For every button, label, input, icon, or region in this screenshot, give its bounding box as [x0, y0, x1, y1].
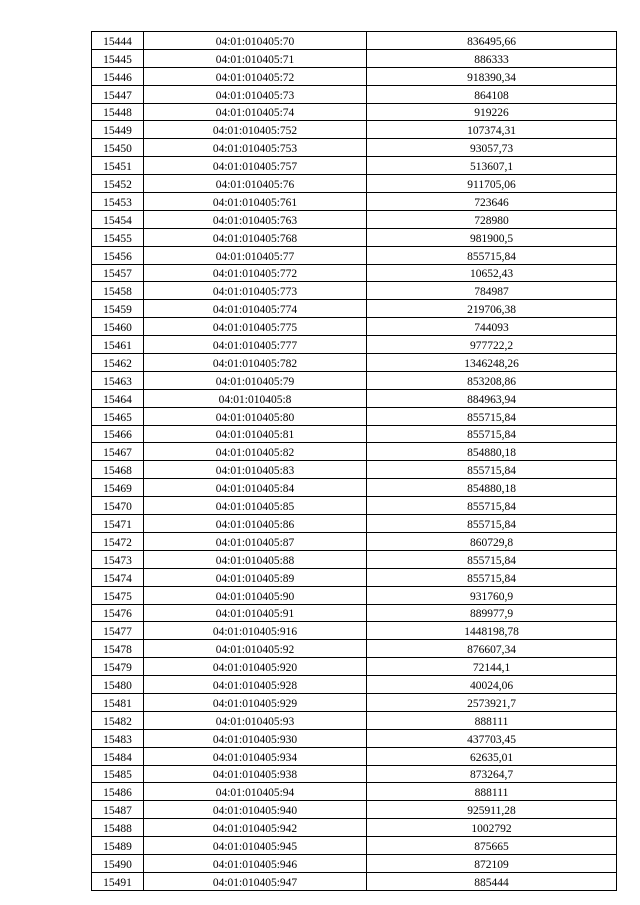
row-number-cell: 15452	[92, 175, 144, 193]
cadastral-number-cell: 04:01:010405:72	[144, 67, 367, 85]
cadastral-number-cell: 04:01:010405:757	[144, 157, 367, 175]
row-number-cell: 15487	[92, 801, 144, 819]
cadastral-number-cell: 04:01:010405:86	[144, 515, 367, 533]
row-number-cell: 15454	[92, 210, 144, 228]
value-cell: 873264,7	[367, 765, 617, 783]
cadastral-number-cell: 04:01:010405:88	[144, 550, 367, 568]
table-row	[92, 443, 617, 461]
table-row	[92, 747, 617, 765]
cadastral-number-cell: 04:01:010405:761	[144, 193, 367, 211]
cadastral-number-cell: 04:01:010405:85	[144, 497, 367, 515]
table-row	[92, 515, 617, 533]
value-cell: 855715,84	[367, 515, 617, 533]
table-row	[92, 49, 617, 67]
value-cell: 855715,84	[367, 246, 617, 264]
table-row	[92, 479, 617, 497]
table-row	[92, 407, 617, 425]
table-row	[92, 210, 617, 228]
cadastral-number-cell: 04:01:010405:930	[144, 729, 367, 747]
table-row	[92, 32, 617, 50]
value-cell: 855715,84	[367, 550, 617, 568]
value-cell: 860729,8	[367, 532, 617, 550]
table-row	[92, 872, 617, 890]
table-row	[92, 837, 617, 855]
table-row	[92, 532, 617, 550]
cadastral-number-cell: 04:01:010405:920	[144, 658, 367, 676]
table-row	[92, 175, 617, 193]
row-number-cell: 15484	[92, 747, 144, 765]
row-number-cell: 15465	[92, 407, 144, 425]
value-cell: 977722,2	[367, 336, 617, 354]
table-row	[92, 729, 617, 747]
cadastral-number-cell: 04:01:010405:81	[144, 425, 367, 443]
row-number-cell: 15481	[92, 693, 144, 711]
cadastral-number-cell: 04:01:010405:73	[144, 85, 367, 103]
table-row	[92, 103, 617, 121]
row-number-cell: 15460	[92, 318, 144, 336]
row-number-cell: 15467	[92, 443, 144, 461]
table-row	[92, 336, 617, 354]
value-cell: 925911,28	[367, 801, 617, 819]
cadastral-number-cell: 04:01:010405:752	[144, 121, 367, 139]
table-row	[92, 121, 617, 139]
value-cell: 10652,43	[367, 264, 617, 282]
cadastral-number-cell: 04:01:010405:929	[144, 693, 367, 711]
row-number-cell: 15457	[92, 264, 144, 282]
row-number-cell: 15466	[92, 425, 144, 443]
row-number-cell: 15483	[92, 729, 144, 747]
table-row	[92, 461, 617, 479]
cadastral-number-cell: 04:01:010405:947	[144, 872, 367, 890]
row-number-cell: 15490	[92, 854, 144, 872]
value-cell: 919226	[367, 103, 617, 121]
value-cell: 836495,66	[367, 32, 617, 50]
value-cell: 855715,84	[367, 568, 617, 586]
table-row	[92, 246, 617, 264]
value-cell: 864108	[367, 85, 617, 103]
row-number-cell: 15469	[92, 479, 144, 497]
cadastral-number-cell: 04:01:010405:79	[144, 371, 367, 389]
cadastral-number-cell: 04:01:010405:916	[144, 622, 367, 640]
table-row	[92, 264, 617, 282]
cadastral-number-cell: 04:01:010405:775	[144, 318, 367, 336]
table-row	[92, 425, 617, 443]
row-number-cell: 15474	[92, 568, 144, 586]
value-cell: 437703,45	[367, 729, 617, 747]
cadastral-number-cell: 04:01:010405:773	[144, 282, 367, 300]
value-cell: 1002792	[367, 819, 617, 837]
table-row	[92, 139, 617, 157]
row-number-cell: 15485	[92, 765, 144, 783]
row-number-cell: 15482	[92, 711, 144, 729]
row-number-cell: 15480	[92, 676, 144, 694]
cadastral-number-cell: 04:01:010405:92	[144, 640, 367, 658]
table-row	[92, 550, 617, 568]
table-row	[92, 854, 617, 872]
row-number-cell: 15445	[92, 49, 144, 67]
row-number-cell: 15476	[92, 604, 144, 622]
row-number-cell: 15478	[92, 640, 144, 658]
value-cell: 853208,86	[367, 371, 617, 389]
table-row	[92, 389, 617, 407]
table-row	[92, 193, 617, 211]
cadastral-number-cell: 04:01:010405:777	[144, 336, 367, 354]
table-row	[92, 354, 617, 372]
cadastral-number-cell: 04:01:010405:91	[144, 604, 367, 622]
value-cell: 875665	[367, 837, 617, 855]
value-cell: 784987	[367, 282, 617, 300]
row-number-cell: 15459	[92, 300, 144, 318]
row-number-cell: 15489	[92, 837, 144, 855]
value-cell: 876607,34	[367, 640, 617, 658]
table-row	[92, 693, 617, 711]
row-number-cell: 15486	[92, 783, 144, 801]
cadastral-value-table	[91, 31, 617, 891]
row-number-cell: 15461	[92, 336, 144, 354]
table-row	[92, 568, 617, 586]
value-cell: 93057,73	[367, 139, 617, 157]
value-cell: 872109	[367, 854, 617, 872]
row-number-cell: 15447	[92, 85, 144, 103]
value-cell: 855715,84	[367, 461, 617, 479]
value-cell: 855715,84	[367, 407, 617, 425]
row-number-cell: 15446	[92, 67, 144, 85]
row-number-cell: 15488	[92, 819, 144, 837]
row-number-cell: 15455	[92, 228, 144, 246]
table-row	[92, 586, 617, 604]
table-row	[92, 765, 617, 783]
row-number-cell: 15448	[92, 103, 144, 121]
value-cell: 219706,38	[367, 300, 617, 318]
value-cell: 1448198,78	[367, 622, 617, 640]
table-row	[92, 783, 617, 801]
cadastral-number-cell: 04:01:010405:938	[144, 765, 367, 783]
table-row	[92, 658, 617, 676]
value-cell: 744093	[367, 318, 617, 336]
table-row	[92, 85, 617, 103]
cadastral-number-cell: 04:01:010405:763	[144, 210, 367, 228]
value-cell: 1346248,26	[367, 354, 617, 372]
value-cell: 885444	[367, 872, 617, 890]
table-row	[92, 282, 617, 300]
cadastral-number-cell: 04:01:010405:753	[144, 139, 367, 157]
cadastral-number-cell: 04:01:010405:782	[144, 354, 367, 372]
cadastral-number-cell: 04:01:010405:83	[144, 461, 367, 479]
cadastral-number-cell: 04:01:010405:8	[144, 389, 367, 407]
cadastral-number-cell: 04:01:010405:93	[144, 711, 367, 729]
value-cell: 855715,84	[367, 497, 617, 515]
cadastral-number-cell: 04:01:010405:768	[144, 228, 367, 246]
cadastral-number-cell: 04:01:010405:89	[144, 568, 367, 586]
row-number-cell: 15451	[92, 157, 144, 175]
table-row	[92, 604, 617, 622]
cadastral-number-cell: 04:01:010405:940	[144, 801, 367, 819]
value-cell: 62635,01	[367, 747, 617, 765]
row-number-cell: 15450	[92, 139, 144, 157]
table-row	[92, 371, 617, 389]
table-row	[92, 228, 617, 246]
cadastral-number-cell: 04:01:010405:70	[144, 32, 367, 50]
row-number-cell: 15471	[92, 515, 144, 533]
row-number-cell: 15456	[92, 246, 144, 264]
table-row	[92, 711, 617, 729]
value-cell: 855715,84	[367, 425, 617, 443]
cadastral-number-cell: 04:01:010405:774	[144, 300, 367, 318]
table-row	[92, 67, 617, 85]
row-number-cell: 15491	[92, 872, 144, 890]
row-number-cell: 15473	[92, 550, 144, 568]
cadastral-number-cell: 04:01:010405:945	[144, 837, 367, 855]
cadastral-number-cell: 04:01:010405:74	[144, 103, 367, 121]
row-number-cell: 15449	[92, 121, 144, 139]
table-row	[92, 640, 617, 658]
cadastral-number-cell: 04:01:010405:90	[144, 586, 367, 604]
value-cell: 854880,18	[367, 443, 617, 461]
cadastral-number-cell: 04:01:010405:82	[144, 443, 367, 461]
cadastral-number-cell: 04:01:010405:94	[144, 783, 367, 801]
cadastral-number-cell: 04:01:010405:77	[144, 246, 367, 264]
row-number-cell: 15462	[92, 354, 144, 372]
table-row	[92, 676, 617, 694]
value-cell: 888111	[367, 711, 617, 729]
value-cell: 918390,34	[367, 67, 617, 85]
row-number-cell: 15477	[92, 622, 144, 640]
row-number-cell: 15470	[92, 497, 144, 515]
value-cell: 884963,94	[367, 389, 617, 407]
value-cell: 888111	[367, 783, 617, 801]
value-cell: 854880,18	[367, 479, 617, 497]
row-number-cell: 15444	[92, 32, 144, 50]
value-cell: 72144,1	[367, 658, 617, 676]
table-body	[92, 32, 617, 891]
value-cell: 931760,9	[367, 586, 617, 604]
cadastral-number-cell: 04:01:010405:76	[144, 175, 367, 193]
cadastral-number-cell: 04:01:010405:71	[144, 49, 367, 67]
row-number-cell: 15463	[92, 371, 144, 389]
value-cell: 886333	[367, 49, 617, 67]
table-row	[92, 157, 617, 175]
table-row	[92, 819, 617, 837]
cadastral-number-cell: 04:01:010405:84	[144, 479, 367, 497]
cadastral-number-cell: 04:01:010405:946	[144, 854, 367, 872]
cadastral-number-cell: 04:01:010405:934	[144, 747, 367, 765]
value-cell: 107374,31	[367, 121, 617, 139]
value-cell: 981900,5	[367, 228, 617, 246]
cadastral-number-cell: 04:01:010405:772	[144, 264, 367, 282]
row-number-cell: 15464	[92, 389, 144, 407]
row-number-cell: 15468	[92, 461, 144, 479]
cadastral-number-cell: 04:01:010405:87	[144, 532, 367, 550]
table-row	[92, 622, 617, 640]
value-cell: 889977,9	[367, 604, 617, 622]
value-cell: 513607,1	[367, 157, 617, 175]
value-cell: 723646	[367, 193, 617, 211]
table-row	[92, 300, 617, 318]
row-number-cell: 15479	[92, 658, 144, 676]
cadastral-number-cell: 04:01:010405:942	[144, 819, 367, 837]
table-row	[92, 497, 617, 515]
table-row	[92, 318, 617, 336]
value-cell: 40024,06	[367, 676, 617, 694]
table-row	[92, 801, 617, 819]
value-cell: 2573921,7	[367, 693, 617, 711]
row-number-cell: 15475	[92, 586, 144, 604]
row-number-cell: 15472	[92, 532, 144, 550]
cadastral-number-cell: 04:01:010405:928	[144, 676, 367, 694]
row-number-cell: 15453	[92, 193, 144, 211]
value-cell: 728980	[367, 210, 617, 228]
row-number-cell: 15458	[92, 282, 144, 300]
cadastral-number-cell: 04:01:010405:80	[144, 407, 367, 425]
value-cell: 911705,06	[367, 175, 617, 193]
